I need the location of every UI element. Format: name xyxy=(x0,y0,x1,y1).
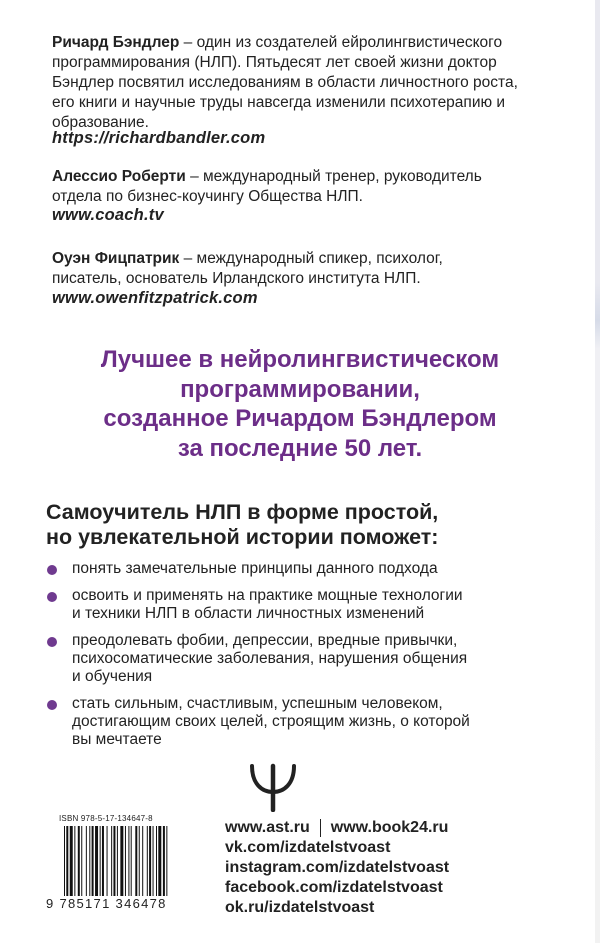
barcode-bar xyxy=(131,826,132,896)
slogan-line: программировании, xyxy=(180,375,420,403)
barcode-bar xyxy=(128,826,129,896)
bullet-dot-icon xyxy=(47,700,57,710)
list-item xyxy=(46,560,586,578)
barcode-bar xyxy=(89,826,90,896)
list-item xyxy=(46,587,586,623)
bullet-dot-icon xyxy=(47,637,57,647)
barcode-bar xyxy=(92,826,94,896)
barcode-bar xyxy=(100,826,101,896)
author-bio-bandler xyxy=(52,33,572,133)
barcode-icon xyxy=(64,826,199,896)
link-ok[interactable]: ok.ru/izdatelstvoast xyxy=(225,899,375,916)
bullet-dot-icon xyxy=(47,592,57,602)
slogan xyxy=(0,345,600,463)
list-item-line: стать сильным, счастливым, успешным человеком, xyxy=(72,695,443,712)
author-bio-line: его книги и научные труды навсегда изменили психотерапию и xyxy=(52,94,506,111)
barcode-bar xyxy=(81,826,82,896)
author-bio-line: Бэндлер посвятил исследованиям в области личностного роста, xyxy=(52,74,518,91)
list-item-line: вы мечтаете xyxy=(72,731,162,748)
slogan-line: созданное Ричардом Бэндлером xyxy=(103,405,497,432)
barcode-digits: 9 785171 346478 xyxy=(46,896,167,911)
isbn-label: ISBN 978-5-17-134647-8 xyxy=(59,814,153,823)
slogan-line: за последние 50 лет. xyxy=(177,434,423,462)
author-name: Ричард Бэндлер xyxy=(52,34,180,51)
author-name: Оуэн Фицпатрик xyxy=(52,250,180,267)
barcode-bar xyxy=(139,826,140,896)
barcode-bar xyxy=(135,826,137,896)
list-item-line: понять замечательные принципы данного подхода xyxy=(72,560,438,577)
promise-line: но увлекательной истории поможет: xyxy=(46,525,439,549)
barcode-bar xyxy=(149,826,151,896)
list-item-line: преодолевать фобии, депрессии, вредные привычки, xyxy=(72,632,458,649)
barcode-bar xyxy=(156,826,157,896)
author-url-bandler: https://richardbandler.com xyxy=(52,129,266,147)
barcode-bar xyxy=(163,826,165,896)
list-item-line: и техники НЛП в области личностных изменений xyxy=(72,605,425,622)
barcode-bar xyxy=(78,826,80,896)
author-bio-line: – международный спикер, психолог, xyxy=(179,250,443,267)
list-item xyxy=(46,632,586,686)
promise-heading xyxy=(46,500,438,550)
barcode-bar xyxy=(102,826,104,896)
barcode-bar xyxy=(158,826,161,896)
author-name: Алессио Роберти xyxy=(52,168,186,185)
barcode-bar xyxy=(74,826,75,896)
barcode-bar xyxy=(111,826,112,896)
barcode-bar xyxy=(66,826,68,896)
bullet-dot-icon xyxy=(47,565,57,575)
barcode-bar xyxy=(153,826,154,896)
barcode-bar xyxy=(95,826,98,896)
author-bio-fitzpatrick xyxy=(52,249,572,289)
link-instagram[interactable]: instagram.com/izdatelstvoast xyxy=(225,859,450,876)
author-bio-line: программирования (НЛП). Пятьдесят лет своей жизни доктор xyxy=(52,54,497,71)
barcode-bar xyxy=(70,826,73,896)
barcode-bar xyxy=(125,826,126,896)
link-facebook[interactable]: facebook.com/izdatelstvoast xyxy=(225,879,443,896)
link-ast[interactable]: www.ast.ru xyxy=(225,819,310,836)
barcode-bar xyxy=(147,826,148,896)
link-separator xyxy=(320,819,321,837)
author-bio-line: образование. xyxy=(52,114,149,131)
barcode-bar xyxy=(64,826,65,896)
barcode-bar xyxy=(107,826,108,896)
author-bio-line: – один из создателей ейролингвистического xyxy=(179,34,503,51)
cover-edge-strip xyxy=(595,0,600,943)
list-item-line: достигающим своих целей, строящим жизнь, о которой xyxy=(72,713,470,730)
barcode-bar xyxy=(86,826,87,896)
publisher-links xyxy=(225,818,449,918)
slogan-line: Лучшее в нейролингвистическом xyxy=(100,346,500,373)
barcode-bar xyxy=(142,826,143,896)
list-item-line: и обучения xyxy=(72,668,153,685)
list-item-line: психосоматические заболевания, нарушения общения xyxy=(72,650,468,667)
barcode-bar xyxy=(113,826,115,896)
author-bio-roberti xyxy=(52,167,572,207)
psi-trident-icon xyxy=(238,762,308,812)
link-vk[interactable]: vk.com/izdatelstvoast xyxy=(225,839,391,856)
list-item xyxy=(46,695,586,749)
barcode-bar xyxy=(166,826,167,896)
barcode-bar xyxy=(117,826,118,896)
benefits-list xyxy=(46,560,586,758)
author-bio-line: отдела по бизнес-коучингу Общества НЛП. xyxy=(52,188,363,205)
link-book24[interactable]: www.book24.ru xyxy=(330,819,449,836)
promise-line: Самоучитель НЛП в форме простой, xyxy=(46,500,439,524)
list-item-line: освоить и применять на практике мощные технологии xyxy=(72,587,463,604)
author-bio-line: – международный тренер, руководитель xyxy=(185,168,482,185)
author-url-fitzpatrick: www.owenfitzpatrick.com xyxy=(52,289,258,307)
author-url-roberti: www.coach.tv xyxy=(52,206,164,224)
barcode-bar xyxy=(120,826,123,896)
author-bio-line: писатель, основатель Ирландского института НЛП. xyxy=(52,270,421,287)
